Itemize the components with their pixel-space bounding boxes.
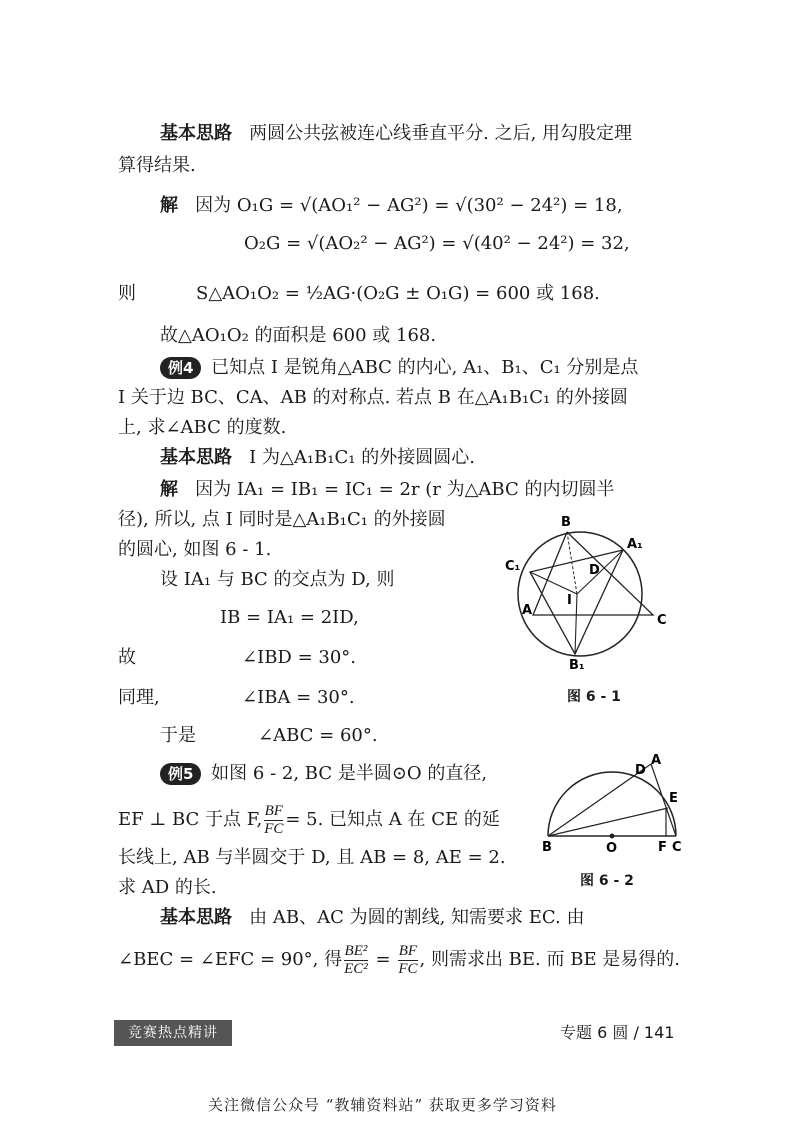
fig1-label-d: D xyxy=(589,563,600,578)
sol4-line6: ∠IBD = 30°. xyxy=(242,647,357,668)
idea1-text: 两圆公共弦被连心线垂直平分. 之后, 用勾股定理 xyxy=(249,123,633,144)
ex4-badge: 例4 xyxy=(160,357,201,379)
idea4-text: I 为△A₁B₁C₁ 的外接圆圆心. xyxy=(249,447,475,468)
fig2-label-b: B xyxy=(542,840,552,855)
ex5-line4: 求 AD 的长. xyxy=(118,877,217,898)
idea4-line xyxy=(160,444,475,472)
fig1-label-b: B xyxy=(561,515,571,530)
idea5-fraction2 xyxy=(398,943,417,978)
sol4-text1: 因为 IA₁ = IB₁ = IC₁ = 2r (r 为△ABC 的内切圆半 xyxy=(195,479,615,500)
idea1-line1 xyxy=(160,120,632,148)
sol4-same: 同理, xyxy=(118,687,160,708)
sol4-so: 故 xyxy=(118,647,136,668)
idea5-line2 xyxy=(118,940,680,980)
fig1-label-b1: B₁ xyxy=(569,658,585,672)
segment-ib1 xyxy=(575,594,577,654)
ex5-fraction xyxy=(264,803,283,838)
idea5-text2b: , 则需求出 BE. 而 BE 是易得的. xyxy=(419,949,681,970)
segment-ic1 xyxy=(530,572,577,594)
sol4-line7: ∠IBA = 30°. xyxy=(242,687,355,708)
idea5-text1: 由 AB、AC 为圆的割线, 知需要求 EC. 由 xyxy=(249,907,585,928)
fig1-label-c1: C₁ xyxy=(505,559,521,574)
ex4-text1: 已知点 I 是锐角△ABC 的内心, A₁、B₁、C₁ 分别是点 xyxy=(211,357,639,378)
fig1-caption: 图 6 - 1 xyxy=(567,689,621,705)
watermark: 关注微信公众号 “教辅资料站” 获取更多学习资料 xyxy=(208,1096,557,1114)
footer-page-info: 专题 6 圆 / 141 xyxy=(560,1023,675,1042)
footer-section-tag: 竞赛热点精讲 xyxy=(114,1020,232,1046)
ex5-frac-den: FC xyxy=(264,820,284,837)
idea1-label: 基本思路 xyxy=(160,123,232,144)
fig1-label-a: A xyxy=(522,603,533,618)
idea5-label: 基本思路 xyxy=(160,907,232,928)
fig1-label-c: C xyxy=(657,613,667,628)
ex5-line2 xyxy=(118,800,500,840)
segment-be xyxy=(548,808,668,836)
fig2-label-o: O xyxy=(606,841,618,856)
idea5-f1-den: EC² xyxy=(344,960,368,977)
idea5-f1-num: BE² xyxy=(344,942,368,959)
figure-6-2 xyxy=(538,750,688,858)
sol4-label: 解 xyxy=(160,479,178,500)
idea5-fraction1 xyxy=(344,943,368,978)
idea5-f2-num: BF xyxy=(398,942,418,959)
sol4-line4: 设 IA₁ 与 BC 的交点为 D, 则 xyxy=(160,569,395,590)
fig1-label-a1: A₁ xyxy=(627,537,643,552)
ex5-line3: 长线上, AB 与半圆交于 D, 且 AB = 8, AE = 2. xyxy=(118,847,506,868)
ex5-text2b: = 5. 已知点 A 在 CE 的延 xyxy=(285,809,500,830)
ex4-line2: I 关于边 BC、CA、AB 的对称点. 若点 B 在△A₁B₁C₁ 的外接圆 xyxy=(118,387,628,408)
fig2-label-c: C xyxy=(672,840,682,855)
idea4-label: 基本思路 xyxy=(160,447,232,468)
sol1-eq3: S△AO₁O₂ = ½AG·(O₂G ± O₁G) = 600 或 168. xyxy=(196,283,600,304)
idea5-text2a: ∠BEC = ∠EFC = 90°, 得 xyxy=(118,949,343,970)
center-o xyxy=(610,834,615,839)
sol4-line3: 的圆心, 如图 6 - 1. xyxy=(118,539,272,560)
idea5-f2-den: FC xyxy=(398,960,418,977)
idea5-line1 xyxy=(160,904,585,932)
ex5-line1 xyxy=(160,760,487,788)
ex4-line1 xyxy=(160,354,638,382)
ex4-line3: 上, 求∠ABC 的度数. xyxy=(118,417,287,438)
fig2-label-f: F xyxy=(658,840,667,855)
sol1-eq2: O₂G = √(AO₂² − AG²) = √(40² − 24²) = 32, xyxy=(244,233,630,254)
sol4-line2: 径), 所以, 点 I 同时是△A₁B₁C₁ 的外接圆 xyxy=(118,509,446,530)
segment-ia1 xyxy=(577,550,623,594)
figure-6-1 xyxy=(505,512,675,672)
ex5-badge: 例5 xyxy=(160,763,201,785)
sol4-line5: IB = IA₁ = 2ID, xyxy=(220,607,359,628)
sol1-conclusion: 故△AO₁O₂ 的面积是 600 或 168. xyxy=(160,325,437,346)
sol4-thus: 于是 xyxy=(160,725,196,746)
sol4-line1 xyxy=(160,476,614,504)
idea1-line2: 算得结果. xyxy=(118,155,196,176)
sol1-label: 解 xyxy=(160,195,178,216)
fig2-label-a: A xyxy=(651,753,662,768)
sol1-eq1: 因为 O₁G = √(AO₁² − AG²) = √(30² − 24²) = 18, xyxy=(195,195,623,216)
fig2-label-e: E xyxy=(669,791,678,806)
ex5-text1: 如图 6 - 2, BC 是半圆⊙O 的直径, xyxy=(211,763,488,784)
fig2-caption: 图 6 - 2 xyxy=(580,873,634,889)
ex5-frac-num: BF xyxy=(264,802,283,819)
sol1-line1 xyxy=(160,192,623,220)
ex5-text2a: EF ⊥ BC 于点 F, xyxy=(118,809,263,830)
fig1-label-i: I xyxy=(567,593,572,608)
sol1-then: 则 xyxy=(118,283,136,304)
fig2-label-d: D xyxy=(635,763,646,778)
sol4-line8: ∠ABC = 60°. xyxy=(258,725,378,746)
idea5-eq: = xyxy=(375,949,391,970)
